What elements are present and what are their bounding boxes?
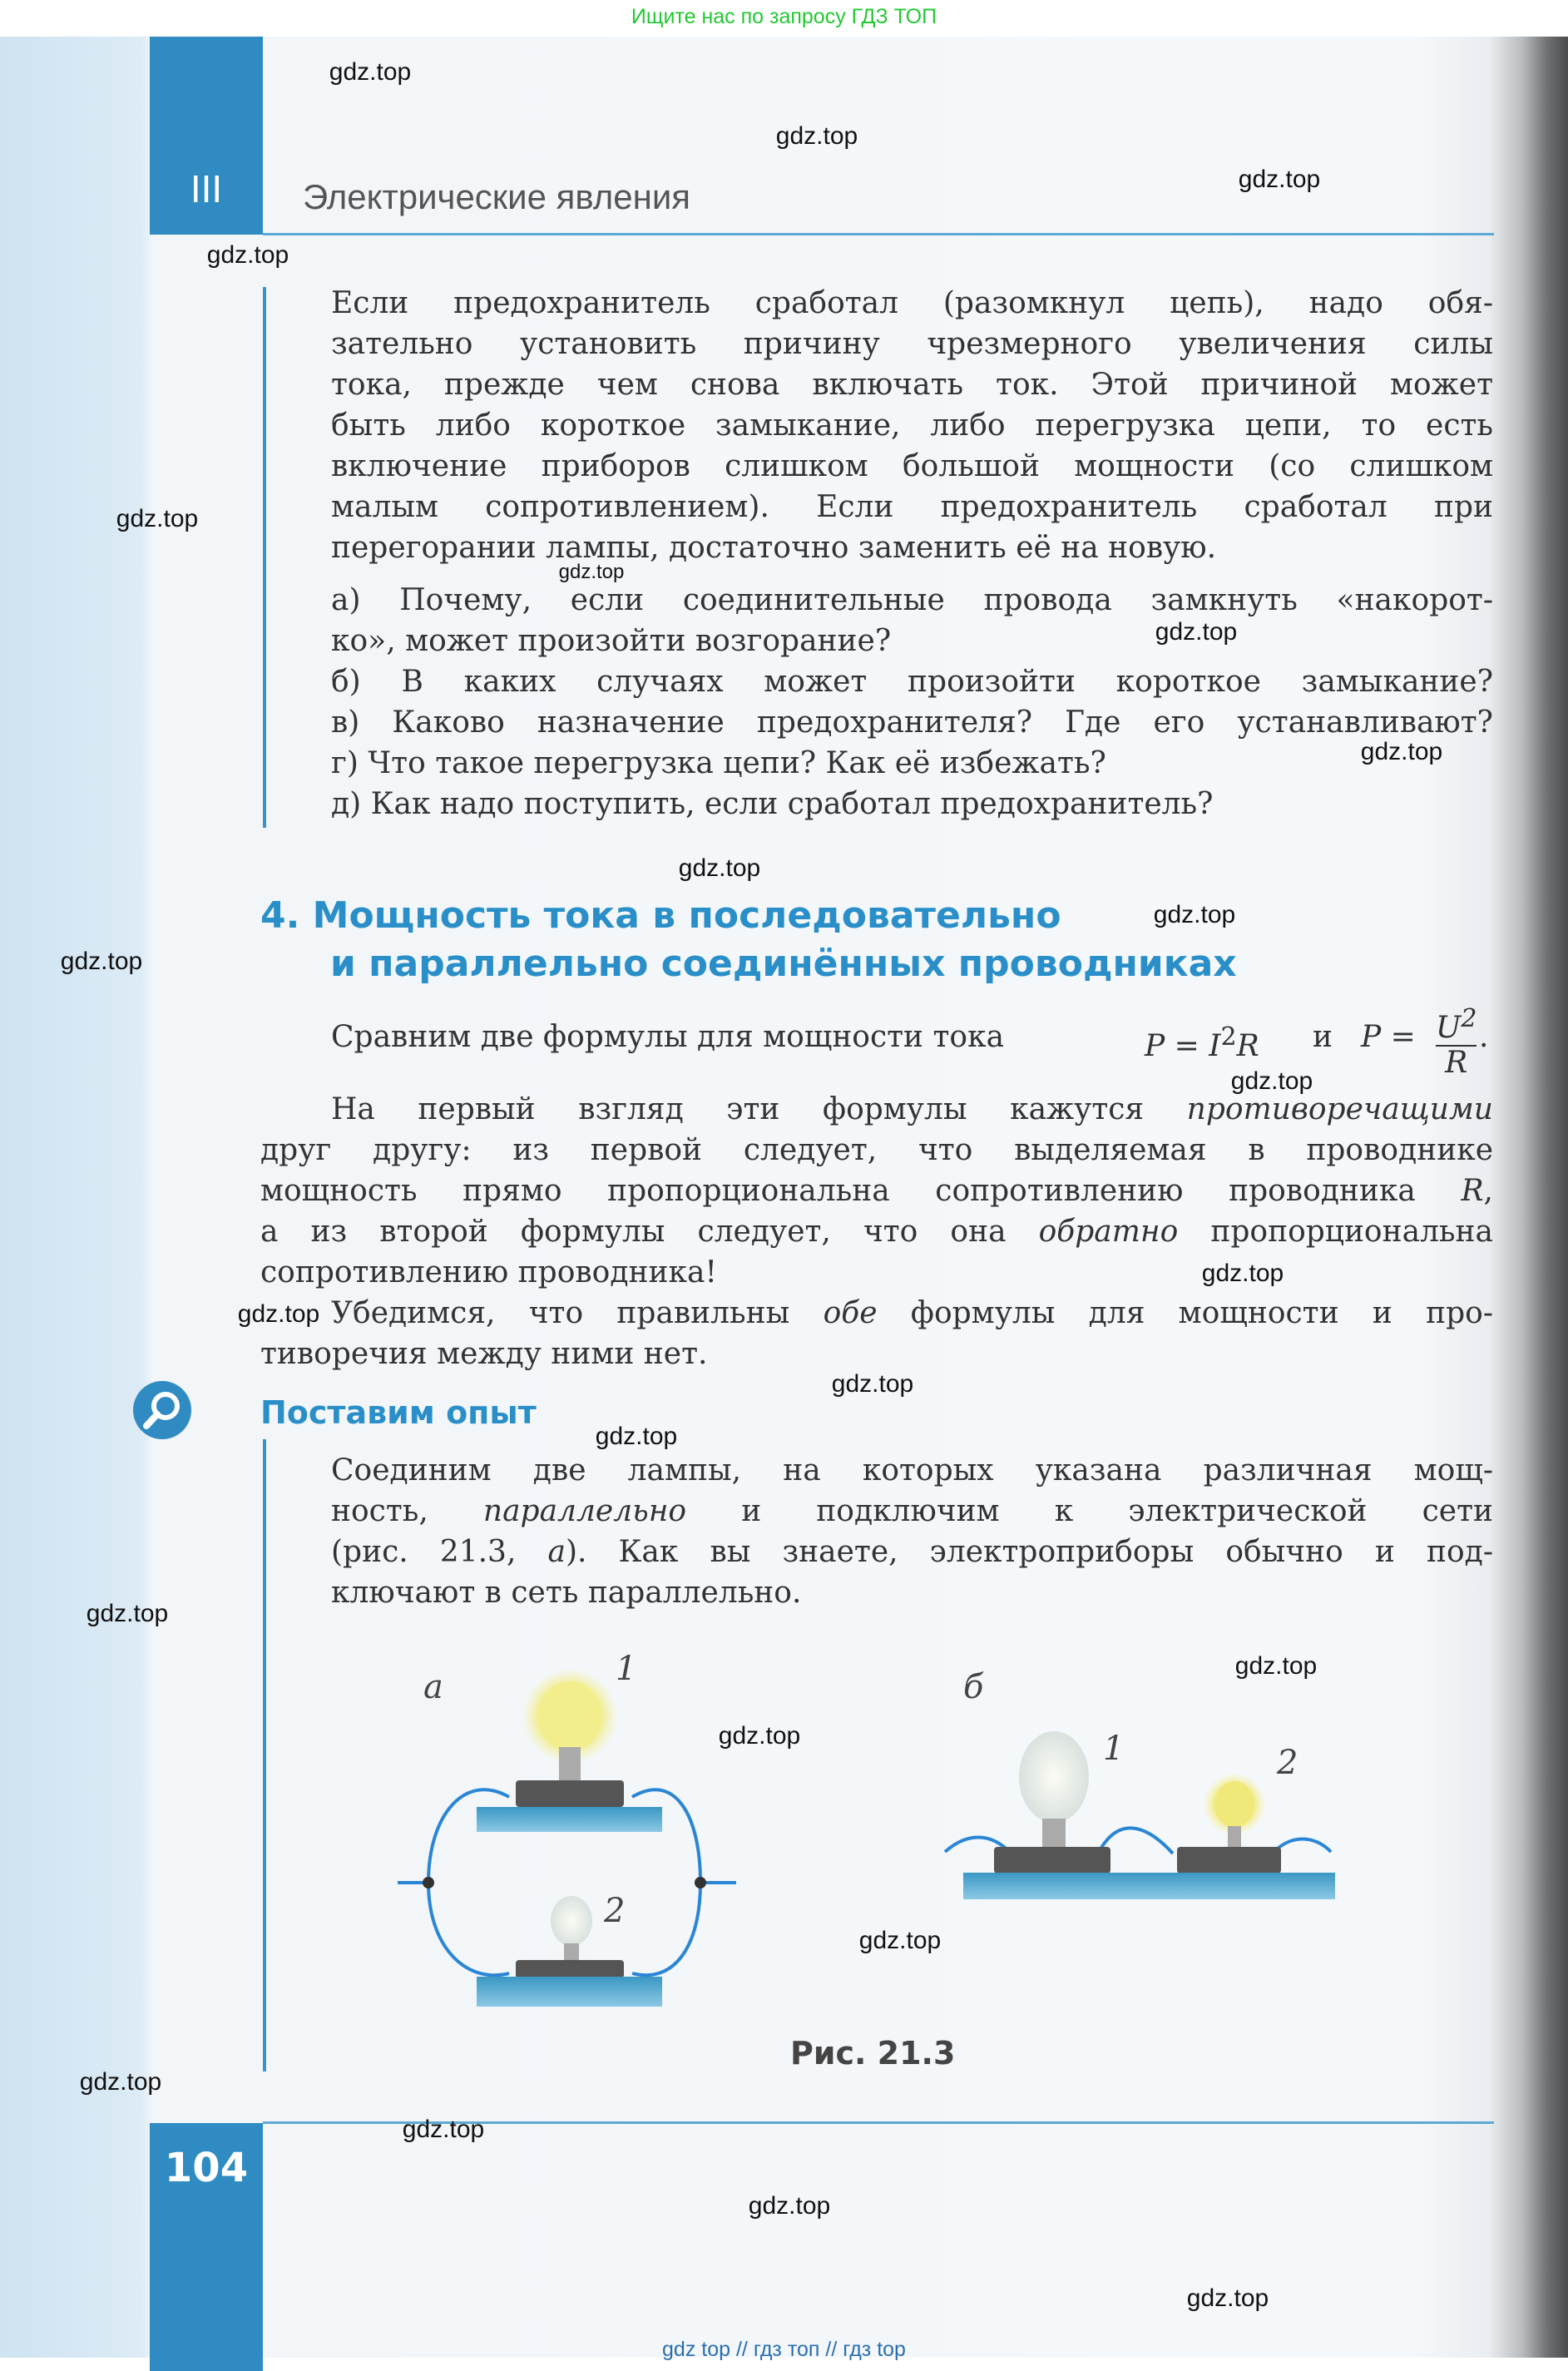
watermark: gdz.top — [1153, 901, 1236, 928]
experiment-title: Поставим опыт — [260, 1394, 537, 1431]
junction-dot — [423, 1877, 434, 1888]
chapter-title: Электрические явления — [303, 177, 691, 216]
section-title-line1: Мощность тока в последовательно — [312, 894, 1061, 937]
junction-dot — [695, 1877, 706, 1888]
watermark: gdz.top — [678, 854, 761, 882]
watermark: gdz.top — [775, 122, 858, 150]
text-segment: сопротивлению проводника! — [260, 1255, 717, 1289]
text-segment: Соединим две лампы, на которых указана различная мощ- — [331, 1453, 1493, 1487]
text-segment: и подключим к электрической сети — [686, 1494, 1494, 1528]
lamp-1-bulb — [1019, 1731, 1089, 1823]
watermark: gdz.top — [748, 2192, 831, 2220]
formula-intro: Сравним две формулы для мощности тока — [331, 1020, 1005, 1054]
circuit-parallel — [398, 1650, 736, 2007]
fraction-num: U — [1436, 1011, 1462, 1045]
text-segment: малым сопротивлением). Если предохранитель сработал при — [331, 490, 1493, 524]
text-segment: Убедимся, что правильны — [331, 1296, 824, 1330]
watermark: gdz.top — [1230, 1067, 1313, 1095]
watermark: gdz.top — [831, 1370, 914, 1398]
search-banner[interactable]: Ищите нас по запросу ГДЗ ТОП — [0, 0, 1568, 37]
label-lamp-2: 2 — [604, 1892, 626, 1930]
section-title-line2: и параллельно соединённых проводниках — [330, 943, 1237, 985]
label-b: б — [963, 1668, 984, 1706]
text-segment: а) Почему, если соединительные провода замкнуть «накорот- — [331, 583, 1493, 617]
label-lamp-1: 1 — [1103, 1730, 1125, 1768]
text-segment: друг другу: из первой следует, что выделяемая в проводнике — [260, 1133, 1493, 1167]
watermark: gdz.top — [79, 2068, 162, 2096]
text-segment: На первый взгляд эти формулы кажутся — [331, 1092, 1187, 1126]
watermark: gdz.top — [1201, 1260, 1284, 1287]
text-segment: пропорциональна — [1178, 1215, 1493, 1249]
text-segment: быть либо короткое замыкание, либо перегрузка цепи, то есть — [331, 408, 1493, 443]
watermark: gdz.top — [237, 1300, 320, 1328]
watermark: gdz.top — [329, 58, 412, 86]
lamp-2-bulb — [551, 1896, 592, 1946]
watermark: gdz.top — [1186, 2284, 1269, 2312]
watermark: gdz.top — [116, 505, 199, 532]
formula-2: P = — [1361, 1020, 1416, 1054]
circuit-series — [945, 1668, 1335, 1899]
watermark: gdz.top — [60, 948, 143, 975]
text-segment: ключают в сеть параллельно. — [331, 1576, 802, 1610]
fraction-num-exp: 2 — [1461, 1004, 1477, 1033]
text-segment: г) Что такое перегрузка цепи? Как её избежать? — [331, 746, 1106, 780]
footer-links[interactable]: gdz top // гдз топ // гдз top — [662, 2338, 906, 2361]
text-segment: ). Как вы знаете, электроприборы обычно и под- — [565, 1535, 1493, 1569]
watermark: gdz.top — [558, 561, 625, 583]
text-segment: мощность прямо пропорциональна сопротивлению проводника — [260, 1174, 1462, 1208]
watermark: gdz.top — [1360, 738, 1443, 765]
formula-1-exp: 2 — [1220, 1022, 1237, 1052]
section-number: 4. — [260, 894, 300, 937]
text-segment: перегорании лампы, достаточно заменить её на новую. — [331, 531, 1217, 565]
text-segment: , — [1483, 1174, 1493, 1208]
text-segment: тиворечия между ними нет. — [260, 1337, 708, 1371]
lamp-1-bulb — [538, 1681, 601, 1751]
watermark: gdz.top — [1155, 618, 1238, 646]
watermark: gdz.top — [1238, 166, 1321, 193]
text-segment: а из второй формулы следует, что она — [260, 1215, 1039, 1249]
text-segment: ность, — [331, 1494, 483, 1528]
watermark: gdz.top — [858, 1927, 942, 1954]
text-segment: включение приборов слишком большой мощности (со слишком — [331, 449, 1493, 483]
chapter-number: III — [190, 167, 223, 210]
text-segment: д) Как надо поступить, если сработал предохранитель? — [331, 787, 1214, 821]
text-segment: ко», может произойти возгорание? — [331, 624, 892, 658]
text-segment: Если предохранитель сработал (разомкнул цепь), надо обя- — [331, 286, 1493, 320]
text-segment: б) В каких случаях может произойти короткое замыкание? — [331, 665, 1493, 699]
italic-term: R — [1461, 1174, 1484, 1208]
italic-term: а — [547, 1535, 566, 1569]
watermark: gdz.top — [402, 2116, 485, 2143]
text-segment: в) Каково назначение предохранителя? Где его устанавливают? — [331, 705, 1493, 740]
text-segment: формулы для мощности и про- — [877, 1296, 1493, 1330]
fraction-den: R — [1445, 1046, 1468, 1080]
watermark: gdz.top — [86, 1600, 169, 1627]
italic-term: обратно — [1038, 1215, 1179, 1249]
label-lamp-2: 2 — [1277, 1744, 1298, 1782]
label-a: а — [423, 1668, 443, 1706]
text-segment: тока, прежде чем снова включать ток. Этой причиной может — [331, 368, 1493, 402]
watermark: gdz.top — [206, 241, 289, 269]
label-lamp-1: 1 — [616, 1650, 637, 1688]
italic-term: обе — [823, 1296, 878, 1330]
italic-term: противоречащими — [1186, 1092, 1493, 1126]
watermark: gdz.top — [1234, 1652, 1318, 1680]
figure-caption: Рис. 21.3 — [790, 2035, 956, 2072]
italic-term: параллельно — [482, 1494, 687, 1528]
watermark: gdz.top — [718, 1722, 801, 1750]
watermark: gdz.top — [595, 1423, 678, 1450]
formula-1-end: R — [1236, 1029, 1259, 1063]
page-number: 104 — [164, 2145, 249, 2191]
formula-and: и — [1313, 1020, 1333, 1054]
text-segment: (рис. 21.3, — [331, 1535, 548, 1569]
formula-1: P = I — [1145, 1029, 1221, 1063]
text-segment: зательно установить причину чрезмерного увеличения силы — [331, 327, 1493, 361]
formula-end: . — [1479, 1020, 1489, 1054]
